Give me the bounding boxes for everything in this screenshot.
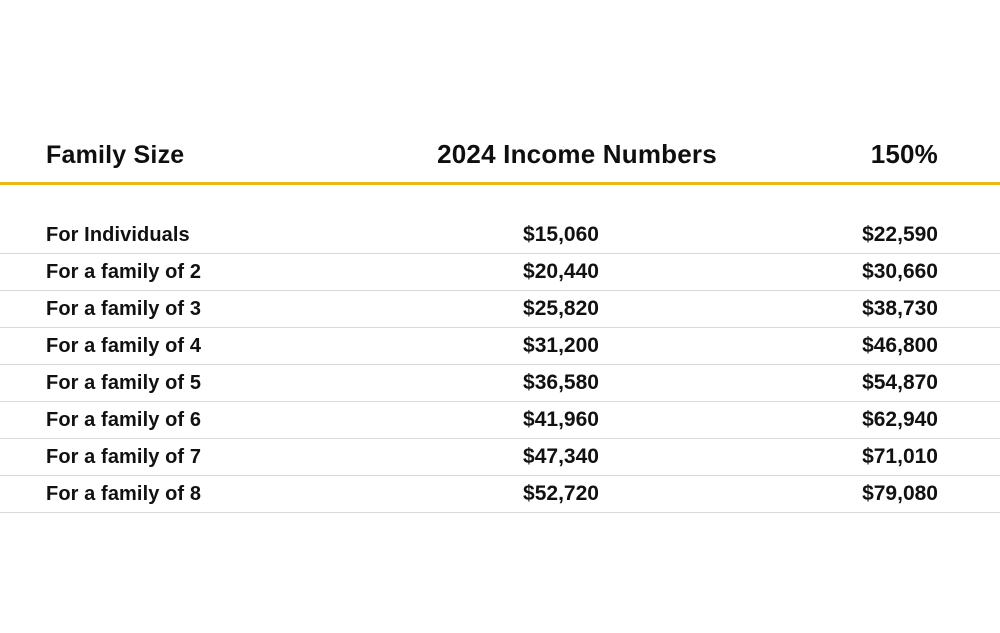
cell-percent: $54,870 — [862, 371, 938, 394]
cell-family-size: For Individuals — [46, 224, 190, 246]
table-row — [0, 291, 1000, 328]
cell-income: $25,820 — [523, 297, 599, 320]
cell-income: $41,960 — [523, 408, 599, 431]
cell-income: $47,340 — [523, 445, 599, 468]
column-header-income-numbers: 2024 Income Numbers — [437, 139, 717, 169]
cell-income: $36,580 — [523, 371, 599, 394]
cell-percent: $38,730 — [862, 297, 938, 320]
cell-family-size: For a family of 2 — [46, 260, 202, 283]
table-row — [0, 328, 1000, 365]
cell-family-size: For a family of 6 — [46, 408, 202, 431]
cell-income: $31,200 — [523, 334, 599, 357]
cell-percent: $79,080 — [862, 482, 938, 505]
cell-percent: $30,660 — [862, 260, 938, 283]
cell-income: $15,060 — [523, 223, 599, 246]
table-row — [0, 254, 1000, 291]
table-row — [0, 402, 1000, 439]
table-header-row — [0, 96, 1000, 176]
table-body — [0, 185, 1000, 513]
cell-family-size: For a family of 8 — [46, 482, 202, 505]
cell-family-size: For a family of 5 — [46, 371, 202, 394]
cell-family-size: For a family of 4 — [46, 334, 202, 357]
cell-family-size: For a family of 7 — [46, 445, 202, 468]
column-header-percent: 150% — [870, 139, 938, 169]
cell-percent: $71,010 — [862, 445, 938, 468]
table-row — [0, 439, 1000, 476]
cell-family-size: For a family of 3 — [46, 297, 202, 320]
cell-percent: $46,800 — [862, 334, 938, 357]
table-row — [0, 476, 1000, 513]
cell-percent: $62,940 — [862, 408, 938, 431]
column-header-family-size: Family Size — [46, 141, 185, 169]
cell-percent: $22,590 — [862, 223, 938, 246]
cell-income: $52,720 — [523, 482, 599, 505]
table-row — [0, 365, 1000, 402]
cell-income: $20,440 — [523, 260, 599, 283]
income-guidelines-table — [0, 96, 1000, 513]
table-row — [0, 185, 1000, 254]
